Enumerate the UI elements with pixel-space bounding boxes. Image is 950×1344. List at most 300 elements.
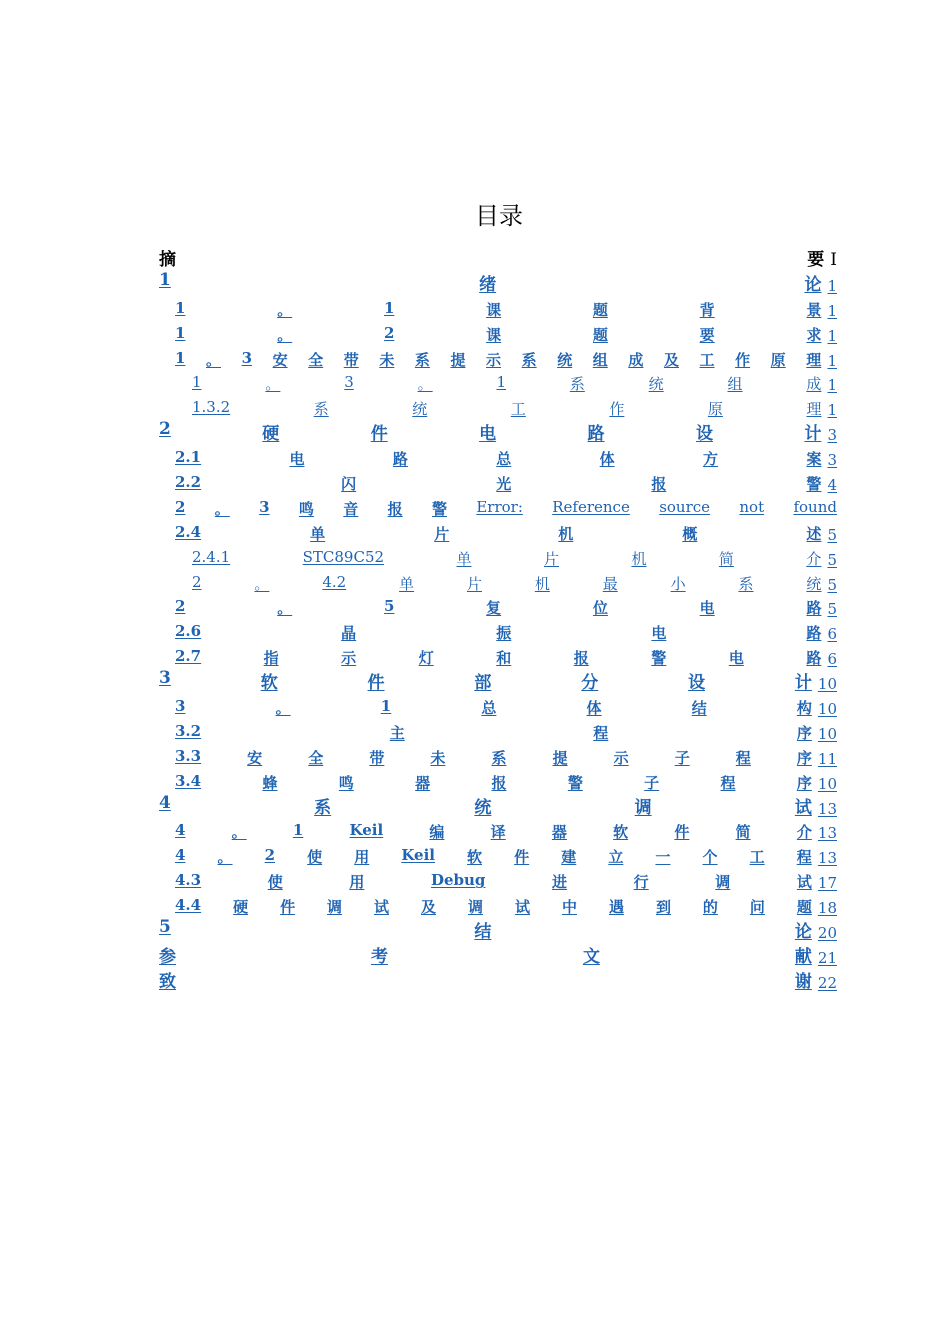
toc-entry-title-part: 使 (307, 848, 323, 867)
toc-entry-title-part: 致 (159, 971, 176, 992)
toc-entry-title-part: 路 (587, 424, 605, 445)
toc-entry[interactable] (159, 867, 837, 892)
toc-entry-title-part: 硬 (262, 424, 280, 445)
toc-entry-title-part: 方 (703, 450, 719, 469)
toc-entry-title-part: 题 (592, 325, 608, 344)
toc-entry-title-part: 片 (466, 574, 482, 593)
toc-entry-title-part: 统 (648, 375, 664, 394)
toc-entry-title-part: 和 (496, 649, 512, 668)
toc-entry-title (175, 622, 821, 643)
toc-entry[interactable] (159, 618, 837, 643)
toc-entry-title (175, 722, 812, 743)
toc-entry-title-part: 软 (613, 823, 629, 842)
toc-entry-page-number: I (830, 250, 837, 270)
toc-entry-title-part: 光 (496, 475, 512, 494)
toc-entry-title-part: 序 (796, 748, 812, 767)
toc-entry-title-part: 报 (651, 475, 667, 494)
toc-entry-title-part: 单 (456, 549, 472, 568)
toc-entry-title-part: 件 (514, 848, 530, 867)
toc-entry-title-part: 警 (567, 773, 583, 792)
toc-entry-title-part: 要 (699, 325, 715, 344)
toc-entry-title-part: 1 (496, 373, 506, 392)
toc-entry-title-part: 电 (479, 424, 497, 445)
toc-entry-title-part: 成 (628, 350, 644, 369)
toc-entry[interactable] (159, 519, 837, 544)
toc-entry-title (159, 917, 812, 942)
toc-entry-title-part: 安 (247, 748, 263, 767)
toc-entry-title-part: 。 (265, 375, 281, 394)
toc-entry-title-part: 警 (432, 499, 448, 518)
toc-entry[interactable] (159, 942, 837, 967)
toc-entry-title-part: 求 (806, 325, 822, 344)
toc-entry-title-part: 绪 (479, 274, 497, 295)
toc-entry-title-part: 单 (310, 524, 326, 543)
toc-entry-title-part: 课 (486, 325, 502, 344)
toc-entry-title-part: 及 (663, 350, 679, 369)
toc-entry-title (159, 942, 812, 967)
toc-entry-title (175, 871, 812, 892)
toc-entry-title-part: 结 (691, 699, 707, 718)
toc-entry-title-part: 统 (474, 797, 492, 818)
toc-entry-title-part: 警 (806, 475, 822, 494)
toc-entry-title (175, 448, 821, 469)
toc-entry-title-part: 全 (308, 748, 324, 767)
toc-entry-title-part: 个 (702, 848, 718, 867)
toc-entry-title (192, 373, 821, 394)
toc-entry-title-part: 2.4.1 (192, 547, 231, 566)
toc-entry-title (175, 747, 812, 768)
toc-entry-title-part: 题 (592, 300, 608, 319)
toc-entry-title-part: 示 (486, 350, 502, 369)
toc-entry-title-part: 。 (217, 848, 233, 867)
toc-entry-title-part: STC89C52 (302, 547, 385, 566)
toc-entry-title-part: 闪 (341, 475, 357, 494)
toc-entry-page-number: 20 (817, 924, 837, 943)
toc-entry-title (159, 793, 812, 818)
toc-entry-title-part: 提 (552, 748, 568, 767)
toc-entry-title-part: 3 (159, 668, 171, 689)
toc-entry-title-part: 述 (806, 524, 822, 543)
toc-entry-title-part: 概 (682, 524, 698, 543)
toc-entry-title-part: 1 (192, 373, 202, 392)
toc-entry[interactable] (159, 718, 837, 743)
toc-entry-title-part: 路 (392, 450, 408, 469)
toc-entry-title-part: 复 (486, 599, 502, 618)
toc-entry-title-part: 。 (277, 599, 293, 618)
toc-entry-title-part: 理 (806, 400, 822, 419)
toc-entry-title-part: 1 (175, 298, 186, 317)
toc-entry-title-part: 作 (609, 400, 625, 419)
toc-entry-title-part: 3 (175, 697, 186, 716)
toc-entry-title-part: 警 (651, 649, 667, 668)
toc-entry-title-part: found (793, 497, 837, 516)
toc-entry-title-part: 2.1 (175, 448, 202, 467)
toc-entry-title-part: Reference (552, 497, 630, 516)
toc-entry-page-number: 1 (827, 301, 837, 320)
toc-entry-title (175, 473, 821, 494)
toc-entry-title-part: 机 (534, 574, 550, 593)
toc-entry-title-part: 论 (794, 922, 812, 943)
toc-entry-title-part: 1.3.2 (192, 398, 231, 417)
toc-entry-title (159, 270, 821, 295)
toc-entry-title-part: 软 (260, 673, 278, 694)
toc-entry-title (192, 398, 821, 419)
toc-entry[interactable] (159, 892, 837, 917)
toc-entry-title-part: 系 (314, 797, 332, 818)
toc-entry-title-part: 设 (688, 673, 706, 694)
toc-entry-title (192, 548, 821, 569)
toc-entry-page-number: 10 (817, 724, 837, 743)
toc-entry-page-number: 1 (827, 326, 837, 345)
toc-entry-page-number: 10 (817, 675, 837, 694)
toc-entry[interactable] (159, 743, 837, 768)
toc-entry-title-part: 中 (561, 898, 577, 917)
toc-entry-title-part: 5 (159, 917, 171, 938)
toc-entry-page-number: 1 (827, 276, 837, 295)
toc-entry-title-part: 件 (280, 898, 296, 917)
toc-entry-title-part: 1 (175, 323, 186, 342)
toc-entry-title-part: 的 (702, 898, 718, 917)
toc-entry (159, 244, 837, 270)
toc-entry-title-part: 工 (699, 350, 715, 369)
toc-entry-title-part: 遇 (608, 898, 624, 917)
toc-entry-title (159, 967, 812, 992)
toc-entry-title-part: 结 (474, 922, 492, 943)
toc-entry-title-part: 调 (634, 797, 652, 818)
toc-entry-title-part: 试 (794, 797, 812, 818)
toc-entry-title-part: 2.4 (175, 522, 202, 541)
toc-entry-page-number: 11 (817, 749, 837, 768)
toc-entry-page-number: 22 (817, 973, 837, 992)
toc-entry-title-part: 文 (582, 946, 600, 967)
toc-entry[interactable] (159, 643, 837, 668)
toc-entry-title-part: 路 (806, 624, 822, 643)
toc-entry-title-part: 3 (344, 373, 354, 392)
toc-entry-title-part: 报 (387, 499, 403, 518)
toc-entry-title-part: 程 (720, 773, 736, 792)
toc-entry-title (175, 896, 812, 917)
toc-entry-title-part: 使 (267, 873, 283, 892)
toc-entry-title-part: 调 (327, 898, 343, 917)
toc-entry-page-number: 13 (817, 824, 837, 843)
toc-entry-title-part: 器 (551, 823, 567, 842)
toc-entry-title-part: 4 (159, 792, 171, 813)
toc-entry-title-part: 片 (434, 524, 450, 543)
toc-entry[interactable] (159, 370, 837, 395)
toc-entry-title-part: 2 (175, 497, 186, 516)
toc-entry-page-number: 13 (817, 849, 837, 868)
toc-entry-title-part: 原 (707, 400, 723, 419)
toc-entry-title-part: 机 (631, 549, 647, 568)
toc-entry-title-part: 景 (806, 300, 822, 319)
toc-entry-title-part: 论 (804, 274, 822, 295)
toc-entry-title-part: 2 (175, 597, 186, 616)
toc-entry-title-part: 序 (796, 723, 812, 742)
toc-entry-title-part: 2 (159, 419, 171, 440)
toc-entry-title (175, 647, 821, 668)
toc-entry-page-number: 5 (827, 600, 837, 619)
toc-entry-title-part: 体 (586, 699, 602, 718)
toc-entry-title-part: 件 (370, 424, 388, 445)
toc-entry-title-part: 1 (159, 270, 171, 290)
toc-entry-title-part: 2.2 (175, 473, 202, 492)
toc-entry[interactable] (159, 569, 837, 594)
toc-entry-title-part: 统 (806, 574, 822, 593)
toc-entry-title-part: 试 (374, 898, 390, 917)
toc-entry-title-part: 位 (592, 599, 608, 618)
toc-entry-title-part: 提 (450, 350, 466, 369)
toc-entry-title-part: 指 (263, 649, 279, 668)
toc-entry-title-part: 题 (796, 898, 812, 917)
toc-entry-title-part: 程 (735, 748, 751, 767)
toc-entry-title-part: 立 (608, 848, 624, 867)
toc-entry-title-part: 介 (796, 823, 812, 842)
toc-entry[interactable] (159, 444, 837, 469)
toc-entry[interactable] (159, 295, 837, 320)
toc-entry-title (159, 419, 821, 444)
toc-entry-title-part: 参 (159, 946, 176, 967)
toc-entry-title-part: 。 (417, 375, 433, 394)
toc-entry[interactable] (159, 693, 837, 718)
toc-entry-title-part: 程 (593, 723, 609, 742)
toc-entry-title-part: 未 (430, 748, 446, 767)
toc-entry-page-number: 6 (827, 650, 837, 669)
toc-entry-title-part: 振 (496, 624, 512, 643)
toc-entry-title-part: 1 (175, 348, 186, 367)
toc-entry-title-part: 5 (383, 597, 395, 616)
toc-entry-title-part: 。 (275, 699, 291, 718)
toc-entry[interactable] (159, 793, 837, 818)
toc-entry-title-part: 计 (804, 424, 822, 445)
toc-entry-title-part: 试 (514, 898, 530, 917)
toc-entry-title-part: 程 (796, 848, 812, 867)
toc-entry-title-part: 部 (474, 673, 492, 694)
toc-entry-title-part: 系 (521, 350, 537, 369)
toc-entry-title-part: 电 (699, 599, 715, 618)
toc-entry[interactable] (159, 768, 837, 793)
toc-entry-title-part: 蜂 (262, 773, 278, 792)
toc-entry-title-part: 4.2 (322, 572, 347, 591)
toc-entry-title-part: 调 (468, 898, 484, 917)
toc-entry[interactable] (159, 494, 837, 519)
toc-entry-title-part: 系 (569, 375, 585, 394)
toc-entry-title-part: 鸣 (338, 773, 354, 792)
toc-entry-title-part: 主 (389, 723, 405, 742)
toc-entry-title (175, 349, 821, 370)
toc-entry-title (175, 324, 821, 345)
toc-entry[interactable] (159, 345, 837, 370)
toc-entry-title (175, 821, 812, 842)
toc-entry[interactable] (159, 544, 837, 569)
toc-entry-title-part: 组 (727, 375, 743, 394)
toc-entry-title-part: 摘 (159, 250, 176, 270)
toc-entry[interactable] (159, 818, 837, 843)
toc-entry[interactable] (159, 394, 837, 419)
toc-entry-title-part: 电 (728, 649, 744, 668)
toc-entry-title-part: 背 (699, 300, 715, 319)
toc-entry-title-part: 进 (552, 873, 568, 892)
toc-entry-title-part: Keil (349, 821, 384, 840)
toc-entry-title-part: 。 (214, 499, 230, 518)
toc-entry-title-part: 组 (592, 350, 608, 369)
toc-entry-title-part: 编 (429, 823, 445, 842)
toc-entry-title-part: 1 (383, 298, 395, 317)
toc-entry-title-part: 原 (770, 350, 786, 369)
toc-entry-title-part: 3 (241, 348, 253, 367)
toc-entry-title-part: 路 (806, 599, 822, 618)
table-of-contents (159, 244, 837, 992)
toc-entry-title-part: 最 (602, 574, 618, 593)
toc-entry-title-part: 工 (510, 400, 526, 419)
toc-entry-title-part: 子 (644, 773, 660, 792)
toc-entry-title (192, 573, 821, 594)
toc-entry[interactable] (159, 469, 837, 494)
toc-entry-title-part: 序 (796, 773, 812, 792)
toc-entry-page-number: 18 (817, 899, 837, 918)
toc-entry-title-part: 件 (674, 823, 690, 842)
toc-entry-title-part: 。 (231, 823, 247, 842)
toc-entry-title-part: 报 (573, 649, 589, 668)
toc-entry-title-part: 片 (543, 549, 559, 568)
toc-entry-title-part: 系 (313, 400, 329, 419)
toc-entry-title-part: 问 (749, 898, 765, 917)
toc-entry-title-part: 软 (467, 848, 483, 867)
toc-entry-title-part: 及 (421, 898, 437, 917)
toc-entry[interactable] (159, 320, 837, 345)
toc-entry-title-part: 课 (486, 300, 502, 319)
toc-entry-title-part: 简 (718, 549, 734, 568)
toc-entry-page-number: 13 (817, 799, 837, 818)
toc-entry-title-part: 器 (415, 773, 431, 792)
toc-entry-title-part: 设 (695, 424, 713, 445)
toc-entry-title-part: 用 (354, 848, 370, 867)
toc-entry-title-part: 系 (414, 350, 430, 369)
toc-entry-title-part: 。 (277, 325, 293, 344)
toc-entry-title-part: 到 (655, 898, 671, 917)
toc-entry-title (175, 299, 821, 320)
toc-entry-title (175, 697, 812, 718)
toc-entry-title-part: 献 (794, 946, 812, 967)
toc-entry-title (175, 498, 837, 519)
toc-entry-page-number: 3 (827, 451, 837, 470)
toc-entry-title-part: 报 (491, 773, 507, 792)
toc-entry-page-number: 4 (827, 476, 837, 495)
toc-entry-title-part: 案 (806, 450, 822, 469)
toc-entry-page-number: 3 (827, 426, 837, 445)
toc-entry-title-part: 电 (289, 450, 305, 469)
toc-entry-title (159, 245, 824, 270)
toc-entry-title-part: 。 (254, 574, 270, 593)
toc-entry-title-part: 成 (806, 375, 822, 394)
toc-entry-title-part: Debug (430, 871, 486, 890)
toc-entry[interactable] (159, 594, 837, 619)
toc-entry-page-number: 10 (817, 774, 837, 793)
toc-entry-title-part: 试 (796, 873, 812, 892)
toc-entry-title-part: 带 (369, 748, 385, 767)
toc-entry-title-part: 一 (655, 848, 671, 867)
toc-entry-title (175, 523, 821, 544)
toc-entry-title-part: 统 (557, 350, 573, 369)
toc-entry[interactable] (159, 419, 837, 444)
toc-entry-title-part: source (659, 497, 711, 516)
toc-entry-title-part: 2.6 (175, 622, 202, 641)
toc-entry-title-part: 行 (633, 873, 649, 892)
toc-entry-title-part: 2.7 (175, 647, 202, 666)
toc-entry-title-part: 构 (796, 699, 812, 718)
toc-entry-page-number: 1 (827, 351, 837, 370)
toc-entry-page-number: 21 (817, 948, 837, 967)
toc-entry[interactable] (159, 917, 837, 942)
toc-entry-title-part: 考 (370, 946, 388, 967)
toc-entry-title-part: 统 (412, 400, 428, 419)
toc-entry-title-part: 介 (806, 549, 822, 568)
toc-entry-title-part: 晶 (341, 624, 357, 643)
toc-entry-title-part: 4.3 (175, 871, 202, 890)
toc-entry-title-part: 1 (380, 697, 392, 716)
toc-entry-page-number: 5 (827, 550, 837, 569)
toc-entry-title-part: 3.4 (175, 771, 202, 790)
toc-entry-title-part: 调 (715, 873, 731, 892)
toc-entry-title-part: 4 (175, 821, 186, 840)
toc-entry-page-number: 6 (827, 625, 837, 644)
toc-entry-title-part: 2 (383, 323, 395, 342)
toc-entry-title-part: 鸣 (298, 499, 314, 518)
toc-entry[interactable] (159, 668, 837, 693)
toc-entry-page-number: 5 (827, 525, 837, 544)
toc-entry-title-part: 示 (613, 748, 629, 767)
toc-entry-title (175, 846, 812, 867)
toc-entry-title-part: not (739, 497, 765, 516)
toc-entry-title-part: 3.2 (175, 721, 202, 740)
toc-entry-title-part: 系 (491, 748, 507, 767)
toc-entry-title (159, 668, 812, 693)
toc-entry[interactable] (159, 967, 837, 992)
toc-entry-page-number: 10 (817, 700, 837, 719)
toc-entry-title-part: 电 (651, 624, 667, 643)
toc-entry-page-number: 1 (827, 401, 837, 420)
page-title: 目录 (475, 202, 523, 230)
toc-entry-title-part: Error: (476, 497, 523, 516)
toc-entry-title-part: 建 (561, 848, 577, 867)
toc-entry-title (175, 772, 812, 793)
toc-entry-title-part: 件 (367, 673, 385, 694)
toc-entry-title-part: 理 (806, 350, 822, 369)
toc-entry-title-part: 要 (807, 250, 825, 270)
toc-entry-title-part: 分 (581, 673, 599, 694)
toc-entry-title-part: 全 (308, 350, 324, 369)
toc-entry-title-part: 工 (749, 848, 765, 867)
toc-entry-title-part: 译 (490, 823, 506, 842)
toc-entry[interactable] (159, 270, 837, 295)
toc-entry-title-part: 系 (738, 574, 754, 593)
toc-entry-title-part: 。 (206, 350, 222, 369)
toc-entry-title-part: 未 (379, 350, 395, 369)
toc-entry-title-part: 2 (264, 846, 276, 865)
toc-entry-title-part: 。 (277, 300, 293, 319)
toc-entry-title-part: 硬 (233, 898, 249, 917)
toc-entry-title-part: 路 (806, 649, 822, 668)
toc-entry-title-part: 4.4 (175, 896, 202, 915)
toc-entry-page-number: 5 (827, 575, 837, 594)
toc-entry-page-number: 1 (827, 376, 837, 395)
toc-entry-title-part: 2 (192, 572, 202, 591)
toc-entry-title-part: 计 (794, 673, 812, 694)
toc-entry-title-part: 谢 (794, 971, 812, 992)
toc-entry-title-part: 灯 (418, 649, 434, 668)
toc-entry-title-part: 单 (399, 574, 415, 593)
toc-entry-title-part: 子 (674, 748, 690, 767)
toc-entry[interactable] (159, 842, 837, 867)
